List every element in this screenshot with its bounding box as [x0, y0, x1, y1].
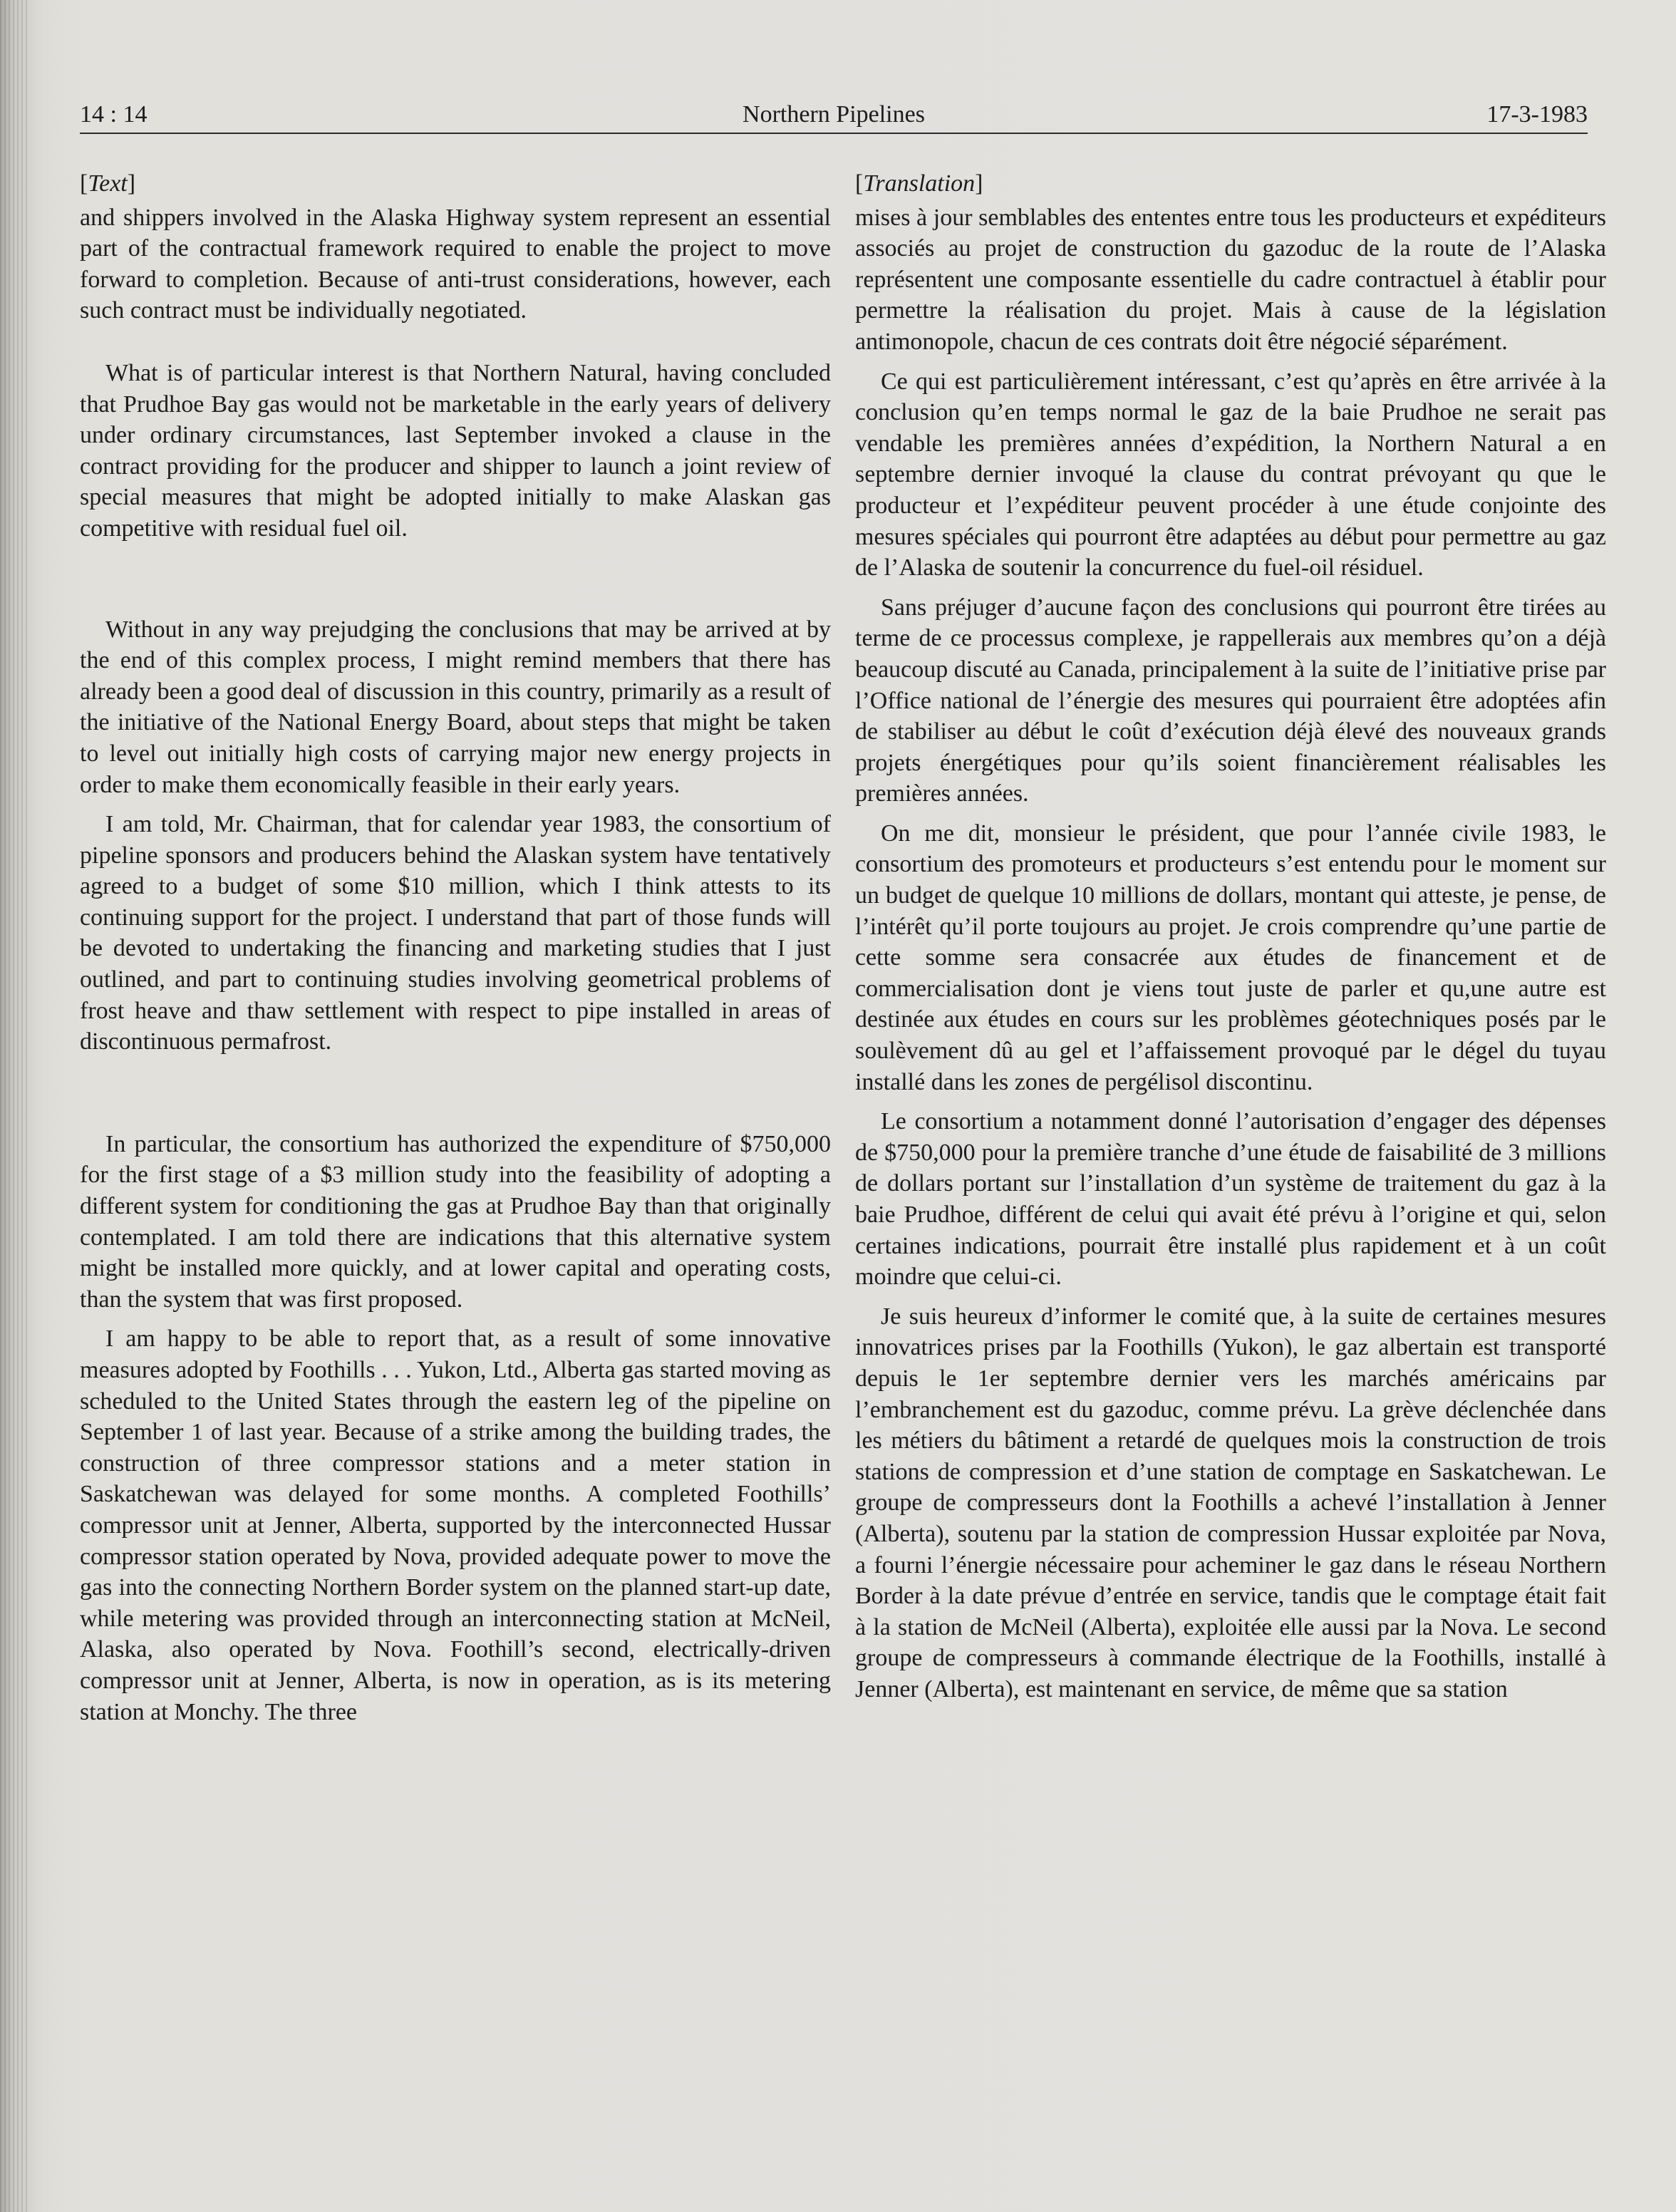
text-column-english	[80, 168, 831, 1727]
paragraph: What is of particular interest is that Northern Natural, having concluded that Prudhoe Bay gas would not be marketable in the early years of delivery under ordinary circumstances, last September invoked a clause in the contract providing for the producer and shipper to launch a joint review of special measures that might be adopted initially to make Alaskan gas competitive with residual fuel oil.	[80, 359, 831, 542]
column-label: Text	[88, 170, 128, 197]
column-label: Translation	[863, 170, 976, 197]
paragraph: Le consortium a notamment donné l’autorisation d’engager des dépenses de $750,000 pour la première tranche d’une étude de faisabilité de 3 millions de dollars portant sur l’installation d’un système de traitement du gaz à la baie Prudhoe, différent de celui qui avait été prévu à l’origine et qui, selon certaines indications, pourrait être installé plus rapidement et à un coût moindre que celui-ci.	[855, 1108, 1606, 1291]
paragraph: I am happy to be able to report that, as a result of some innovative measures adopted by Foothills . . . Yukon, Ltd., Alberta gas started moving as scheduled to the United States through the eastern leg of the pipeline on September 1 of last year. Because of a strike among the building trades, the construction of three compressor stations and a meter station in Saskatchewan was delayed for some months. A completed Foothills’ compressor unit at Jenner, Alberta, supported by the interconnected Hussar compressor station operated by Nova, provided adequate power to move the gas into the connecting Northern Border system on the planned start-up date, while metering was provided through an interconnecting station at McNeil, Alaska, also operated by Nova. Foothill’s second, electrically-driven compressor unit at Jenner, Alberta, is now in operation, as is its metering station at Monchy. The three	[80, 1325, 831, 1725]
page-number: 14 : 14	[80, 101, 148, 128]
paragraph: and shippers involved in the Alaska Highway system represent an essential part of the contractual framework required to enable the project to move forward to completion. Because of anti-trust considerations, however, each such contract must be individually negotiated.	[80, 204, 831, 324]
paragraph: Without in any way prejudging the conclusions that may be arrived at by the end of this complex process, I might remind members that there has already been a good deal of discussion in this country, primarily as a result of the initiative of the National Energy Board, about steps that might be taken to level out initially high costs of carrying major new energy projects in order to make them economically feasible in their early years.	[80, 616, 831, 798]
paragraph: Je suis heureux d’informer le comité que, à la suite de certaines mesures innovatrices prises par la Foothills (Yukon), le gaz albertain est transporté depuis le 1er septembre dernier vers les marchés américains par l’embranchement est du gazoduc, comme prévu. La grève déclenchée dans les métiers du bâtiment a retardé de quelques mois la construction de trois stations de compression et d’une station de comptage en Saskatchewan. Le groupe de compresseurs dont la Foothills a achevé l’installation à Jenner (Alberta), soutenu par la station de compression Hussar exploitée par Nova, a fourni l’énergie nécessaire pour acheminer le gaz dans le réseau Northern Border à la date prévue d’entrée en service, tandis que le comptage était fait à la station de McNeil (Alberta), exploitée elle aussi par la Nova. Le second groupe de compresseurs à commande électrique de la Foothills, installé à Jenner (Alberta), est maintenant en service, de même que sa station	[855, 1303, 1606, 1702]
header-date: 17-3-1983	[1486, 101, 1588, 128]
paragraph: In particular, the consortium has authorized the expenditure of $750,000 for the first stage of a $3 million study into the feasibility of adopting a different system for conditioning the gas at Prudhoe Bay than that originally contemplated. I am told there are indications that this alternative system might be installed more quickly, and at lower capital and operating costs, than the system that was first proposed.	[80, 1130, 831, 1313]
text-column-french	[855, 168, 1606, 1705]
column-label-translation: [Translation]	[855, 170, 983, 197]
header-title: Northern Pipelines	[743, 101, 925, 128]
running-header	[80, 93, 1588, 134]
paragraph: Ce qui est particulièrement intéressant, c’est qu’après en être arrivée à la conclusion qu’en temps normal le gaz de la baie Prudhoe ne serait pas vendable les premières années d’expédition, la Northern Natural a en septembre dernier invoqué la clause du contrat prévoyant qu que le producteur et l’expéditeur peuvent procéder à une étude conjointe des mesures spéciales qui pourront être adaptées au début pour permettre au gaz de l’Alaska de soutenir la concurrence du fuel-oil résiduel.	[855, 368, 1606, 582]
column-label-text: [Text]	[80, 170, 136, 197]
paragraph: Sans préjuger d’aucune façon des conclusions qui pourront être tirées au terme de ce processus complexe, je rappellerais aux membres qu’on a déjà beaucoup discuté au Canada, principalement à la suite de l’initiative prise par l’Office national de l’énergie des mesures qui pourraient être adoptées afin de stabiliser au début le coût d’exécution déjà élevé des nouveaux grands projets énergétiques pour qu’ils soient financièrement réalisables les premières années.	[855, 594, 1606, 807]
binding-edge	[0, 0, 29, 2212]
paragraph: On me dit, monsieur le président, que pour l’année civile 1983, le consortium des promoteurs et producteurs s’est entendu pour le moment sur un budget de quelque 10 millions de dollars, montant qui atteste, je pense, de l’intérêt qu’il porte toujours au projet. Je crois comprendre qu’une partie de cette somme sera consacrée aux études de financement et de commercialisation dont je viens tout juste de parler et qu,une autre est destinée aux études en cours sur les problèmes géotechniques posés par le soulèvement dû au gel et l’affaissement provoqué par le dégel du tuyau installé dans les zones de pergélisol discontinu.	[855, 820, 1606, 1095]
paragraph: mises à jour semblables des ententes entre tous les producteurs et expéditeurs associés au projet de construction du gazoduc de la route de l’Alaska représentent une composante essentielle du cadre contractuel à établir pour permettre la réalisation du projet. Mais à cause de la législation antimonopole, chacun de ces contrats doit être négocié séparément.	[855, 204, 1606, 355]
paragraph: I am told, Mr. Chairman, that for calendar year 1983, the consortium of pipeline sponsors and producers behind the Alaskan system have tentatively agreed to a budget of some $10 million, which I think attests to its continuing support for the project. I understand that part of those funds will be devoted to undertaking the financing and marketing studies that I just outlined, and part to continuing studies involving geometrical problems of frost heave and thaw settlement with respect to pipe installed in areas of discontinuous permafrost.	[80, 811, 831, 1055]
